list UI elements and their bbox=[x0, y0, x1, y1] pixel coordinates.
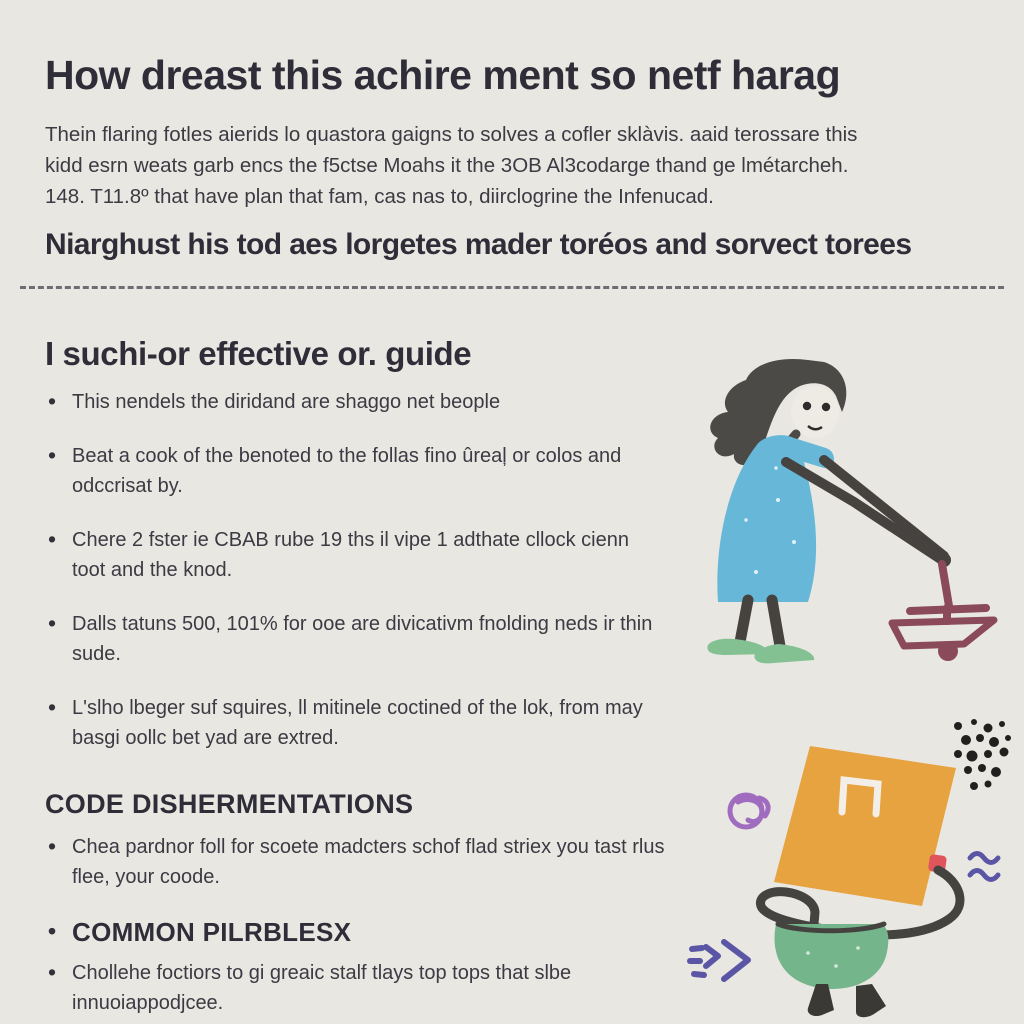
guide-bullet-list bbox=[45, 387, 665, 753]
list-item: • This nendels the diridand are shaggo net beople bbox=[45, 387, 665, 417]
dashed-divider bbox=[20, 286, 1004, 289]
page-title: How dreast this achire ment so netf harag bbox=[45, 52, 841, 98]
text-column bbox=[0, 52, 1024, 1018]
common-section-list bbox=[45, 916, 665, 1018]
list-item: • Chollehe foctiors to gi greaic stalf tlays top tops that slbe innuoiappodjcee. bbox=[45, 958, 665, 1018]
intro-line-3: 148. T11.8º that have plan that fam, cas nas to, diirclogrine the Infenucad. bbox=[45, 185, 714, 208]
intro-line-2: kidd esrn weats garb encs the f5ctse Moahs it the 3OB Al3codarge thand ge lmétarcheh. bbox=[45, 154, 849, 177]
list-item: • Dalls tatuns 500, 101% for ooe are divicativm fnolding neds ir thin sude. bbox=[45, 609, 665, 669]
page-subtitle: Niarghust his tod aes lorgetes mader toréos and sorvect torees bbox=[45, 228, 912, 261]
intro-line-1: Thein flaring fotles aierids lo quastora gaigns to solves a cofler sklàvis. aaid terossare this bbox=[45, 123, 858, 146]
list-item: • L'slho lbeger suf squires, ll mitinele coctined of the lok, from may basgi oollc bet yad are extred. bbox=[45, 693, 665, 753]
code-section-heading: CODE DISHERMENTATIONS bbox=[45, 789, 414, 819]
intro-paragraph bbox=[45, 119, 979, 212]
list-item: • Chea pardnor foll for scoete madcters schof flad striex you tast rlus flee, your coode. bbox=[45, 832, 665, 892]
list-item: • Beat a cook of the benoted to the follas fino ûreaļ or colos and odccrisat by. bbox=[45, 441, 665, 501]
code-bullet-list bbox=[45, 832, 665, 892]
guide-section-heading: I suchi-or effective or. guide bbox=[45, 335, 472, 372]
list-item: • Chere 2 fster ie CBAB rube 19 ths il vipe 1 adthate cllock cienn toot and the knod. bbox=[45, 525, 665, 585]
common-section-heading: • COMMON PILRBLESX bbox=[45, 916, 665, 948]
